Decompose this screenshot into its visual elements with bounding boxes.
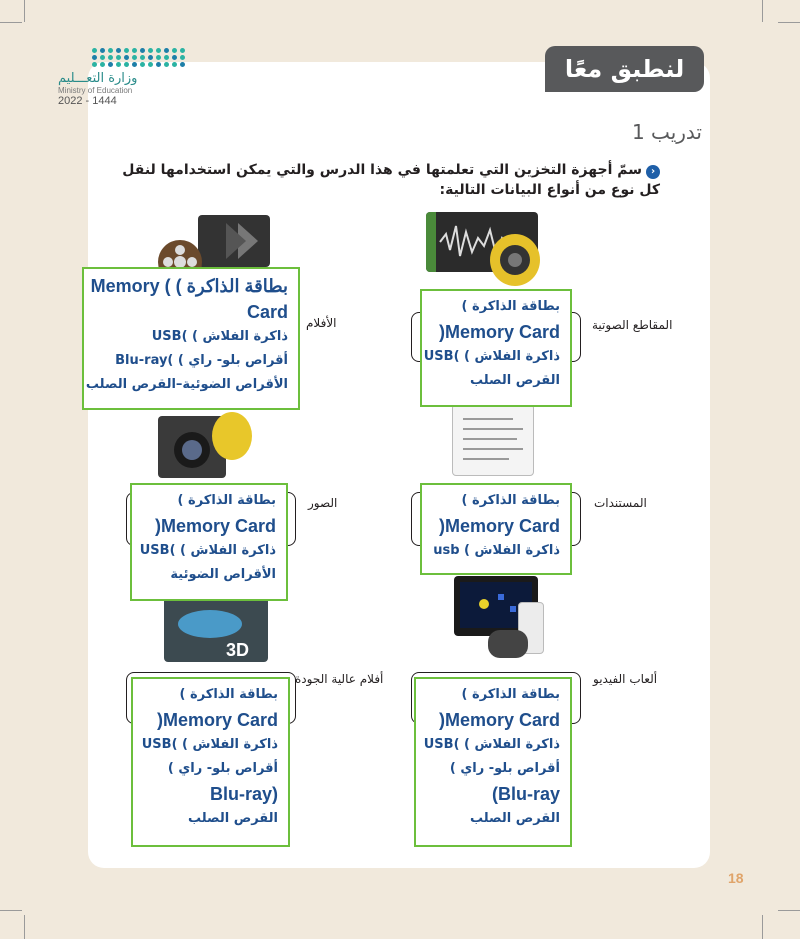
answer-games[interactable] xyxy=(414,677,572,847)
answer-line: Memory Card( xyxy=(438,322,560,342)
crop-mark xyxy=(24,0,25,22)
answer-line: Memory Card( xyxy=(438,710,560,730)
logo-mark-icon xyxy=(92,48,158,67)
photo-disc-icon xyxy=(212,412,252,460)
answer-line: بطاقة الذاكرة ) xyxy=(177,493,276,508)
answer-documents[interactable] xyxy=(420,483,572,575)
answer-line: Memory Card( xyxy=(156,710,278,730)
crop-mark xyxy=(762,915,763,939)
speaker-icon xyxy=(490,234,540,286)
answer-line: Memory Card( xyxy=(154,516,276,536)
answer-line: القرص الصلب xyxy=(187,811,278,826)
answer-line: Card xyxy=(246,302,288,322)
crop-mark xyxy=(0,910,22,911)
answer-line: ذاكرة الفلاش ) )USB xyxy=(141,737,278,752)
answer-line: Blu-ray) xyxy=(491,784,560,804)
answer-line: ذاكرة الفلاش ) usb xyxy=(433,543,560,558)
logo-arabic: وزارة التعـــليم xyxy=(58,71,138,86)
crop-mark xyxy=(0,22,22,23)
answer-line: أقراص بلو- راي ) xyxy=(449,761,560,776)
movie-tile-image xyxy=(198,215,270,267)
bluray-3d-image xyxy=(164,596,268,662)
answer-line: ذاكرة الفلاش ) )USB xyxy=(423,349,560,364)
chevron-icon: ‹ xyxy=(646,165,660,179)
logo-year: 2022 - 1444 xyxy=(58,95,117,107)
answer-line: بطاقة الذاكرة ) xyxy=(179,687,278,702)
answer-line: ذاكرة الفلاش ) )USB xyxy=(139,543,276,558)
answer-line: ذاكرة الفلاش ) )USB xyxy=(423,737,560,752)
answer-line: أقراص بلو- راي ) )Blu-ray xyxy=(115,353,288,368)
label-photos: الصور xyxy=(308,496,338,510)
instruction xyxy=(120,160,660,200)
logo-english: Ministry of Education xyxy=(58,86,133,95)
answer-hd[interactable] xyxy=(131,677,290,847)
label-documents: المستندات xyxy=(594,496,647,510)
answer-photos[interactable] xyxy=(130,483,288,601)
answer-line: الأقراص الضوئية xyxy=(170,567,276,582)
answer-audio[interactable] xyxy=(420,289,572,407)
answer-movies[interactable] xyxy=(82,267,300,410)
answer-line: بطاقة الذاكرة ) xyxy=(461,493,560,508)
answer-line: ذاكرة الفلاش ) )USB xyxy=(151,329,288,344)
label-games: ألعاب الفيديو xyxy=(593,672,658,686)
crop-mark xyxy=(762,0,763,22)
crop-mark xyxy=(778,910,800,911)
instruction-text: سمّ أجهزة التخزين التي تعلمتها في هذا الدرس والتي يمكن استخدامها لنقل كل نوع من أنواع البيانات التالية: xyxy=(122,162,660,198)
label-audio: المقاطع الصوتية xyxy=(592,318,673,332)
page-number: 18 xyxy=(728,870,744,886)
ministry-logo xyxy=(58,48,158,107)
label-movies: الأفلام xyxy=(306,316,337,330)
section-banner: لنطبق معًا xyxy=(545,46,704,92)
svg-text:3D: 3D xyxy=(226,640,250,660)
label-hd: أفلام عالية الجودة xyxy=(295,672,384,686)
answer-line: القرص الصلب xyxy=(469,373,560,388)
crop-mark xyxy=(24,915,25,939)
documents-image xyxy=(452,404,534,476)
answer-line: القرص الصلب xyxy=(469,811,560,826)
answer-line: (Blu-ray xyxy=(209,784,278,804)
gamepad-icon xyxy=(488,630,528,658)
answer-line: أقراص بلو- راي ) xyxy=(167,761,278,776)
answer-line: الأقراص الضوئية–القرص الصلب xyxy=(85,377,288,392)
answer-line: بطاقة الذاكرة ) xyxy=(461,299,560,314)
exercise-title: تدريب 1 xyxy=(631,120,702,144)
answer-line: بطاقة الذاكرة ) xyxy=(461,687,560,702)
answer-line: بطاقة الذاكرة ) ) Memory xyxy=(90,276,288,296)
answer-line: Memory Card( xyxy=(438,516,560,536)
crop-mark xyxy=(778,22,800,23)
